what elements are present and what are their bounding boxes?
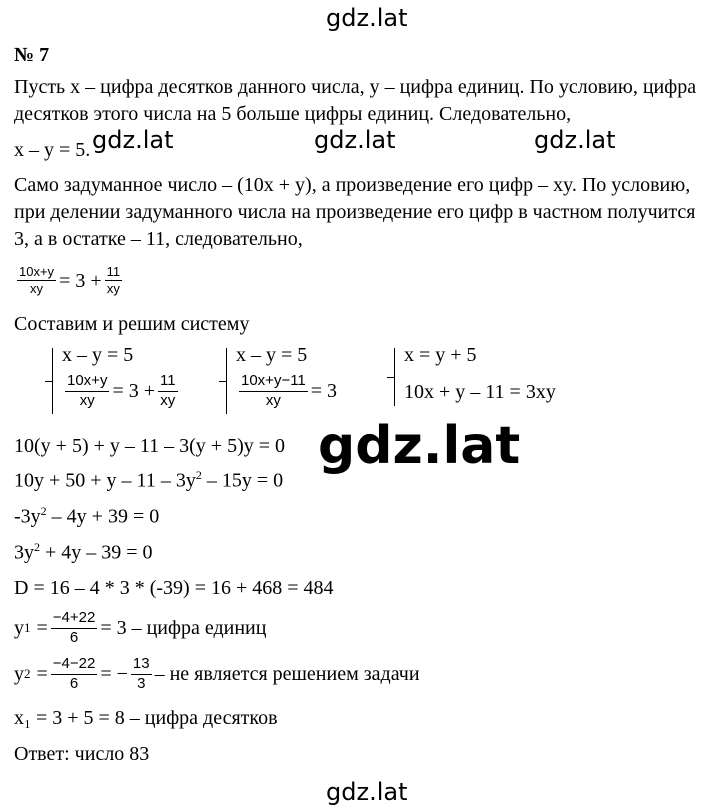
brace-icon: [394, 348, 403, 406]
step-quadratic: $-3y^2 - 4y + 39 = 0$: [14, 504, 160, 528]
root-y2: y 2 = $\frac{-4-22}{6}$ = − $\frac{13}{3}$ – не является решением задачи: [14, 655, 420, 692]
fraction: $\frac{11}{xy}$: [106, 264, 121, 297]
fraction: $\frac{10x+y}{xy}$: [19, 264, 55, 297]
problem-number: № 7: [14, 44, 50, 66]
fraction: $\frac{10x+y}{xy}$: [67, 372, 108, 409]
step-discriminant: D = 16 – 4 * 3 * (-39) = 16 + 468 = 484: [14, 577, 334, 599]
watermark-top: gdz.lat: [326, 4, 408, 32]
paragraph-intro: Пусть x – цифра десятков данного числа, y – цифра единиц. По условию, цифра десятков этого числа на 5 больше цифры единиц. Следовательно,: [14, 76, 697, 125]
step-substitution: 10(y + 5) + y – 11 – 3(y + 5)y = 0: [14, 435, 286, 457]
watermark-mid-center: gdz.lat: [314, 126, 396, 154]
answer: Ответ: число 83: [14, 743, 150, 765]
watermark-mid-right: gdz.lat: [534, 126, 616, 154]
watermark-large: gdz.lat: [318, 416, 521, 476]
paragraph-condition: Само задуманное число – (10x + y), а произведение его цифр – xy. По условию, при делении задуманного числа на произведение его цифр в частном получится 3, а в остатке – 11, следовательно,: [14, 174, 696, 250]
fraction: $\frac{10x+y-11}{xy}$: [241, 372, 306, 409]
brace-icon: [52, 348, 61, 414]
system-1: x – y = 5 $\frac{10x+y}{xy}$ = 3 + $\frac{11}{xy}$: [52, 344, 181, 418]
root-x1: x₁ = 3 + 5 = 8 – цифра десятков: [14, 707, 278, 729]
fraction: $\frac{13}{3}$: [132, 655, 150, 692]
system-intro: Составим и решим систему: [14, 313, 250, 335]
system-3: x = y + 5 10x + y – 11 = 3xy: [394, 344, 556, 410]
step-expand: $10y + 50 + y - 11 - 3y^2 - 15y = 0$: [14, 468, 284, 492]
equation-x-minus-y: x – y = 5.: [14, 139, 91, 161]
system-2: x – y = 5 $\frac{10x+y-11}{xy}$ = 3: [226, 344, 337, 418]
fraction: $\frac{11}{xy}$: [160, 372, 176, 409]
watermark-bottom: gdz.lat: [326, 778, 408, 806]
step-quadratic-positive: $3y^2 + 4y - 39 = 0$: [14, 540, 153, 564]
equation-division: $\frac{10x+y}{xy}$ = 3 + $\frac{11}{xy}$: [19, 264, 121, 297]
root-y1: y 1 = $\frac{-4+22}{6}$ = 3 – цифра единиц: [14, 609, 267, 646]
brace-icon: [226, 348, 235, 414]
watermark-mid-left: gdz.lat: [92, 126, 174, 154]
fraction: $\frac{-4-22}{6}$: [52, 655, 96, 692]
fraction: $\frac{-4+22}{6}$: [52, 609, 96, 646]
